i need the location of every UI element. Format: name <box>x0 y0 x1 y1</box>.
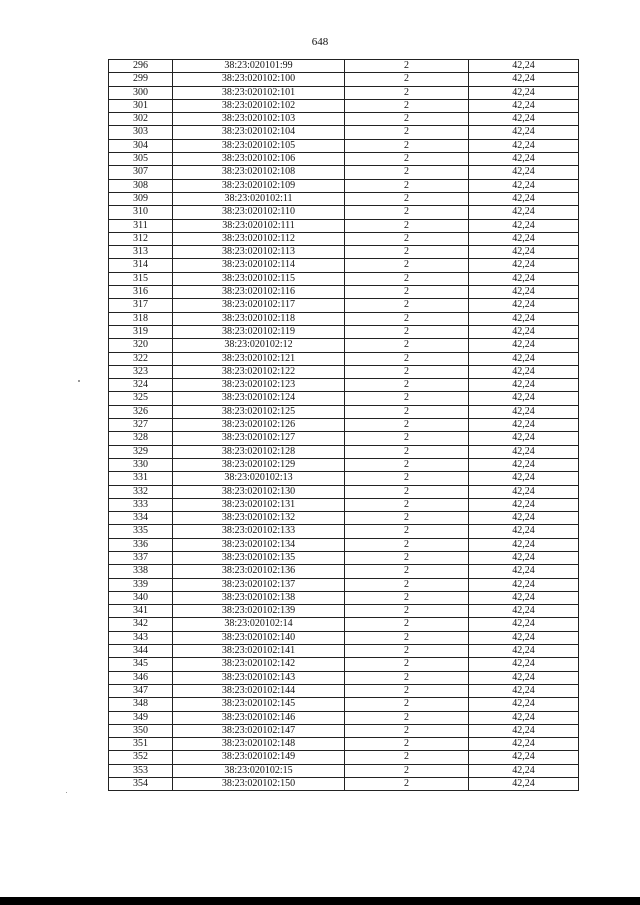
count-cell: 2 <box>345 405 469 418</box>
table-row <box>109 764 579 777</box>
area-cell: 42,24 <box>469 113 579 126</box>
count-cell: 2 <box>345 99 469 112</box>
count-cell: 2 <box>345 764 469 777</box>
table-row <box>109 538 579 551</box>
count-cell: 2 <box>345 339 469 352</box>
cadastral-number-cell: 38:23:020102:124 <box>173 392 345 405</box>
area-cell: 42,24 <box>469 778 579 791</box>
area-cell: 42,24 <box>469 339 579 352</box>
table-row <box>109 591 579 604</box>
cadastral-number-cell: 38:23:020102:102 <box>173 99 345 112</box>
table-row <box>109 365 579 378</box>
cadastral-number-cell: 38:23:020102:116 <box>173 286 345 299</box>
cadastral-number-cell: 38:23:020102:145 <box>173 698 345 711</box>
table-row <box>109 432 579 445</box>
row-number-cell: 348 <box>109 698 173 711</box>
cadastral-number-cell: 38:23:020102:105 <box>173 139 345 152</box>
count-cell: 2 <box>345 73 469 86</box>
cadastral-number-cell: 38:23:020102:112 <box>173 232 345 245</box>
area-cell: 42,24 <box>469 578 579 591</box>
table-row <box>109 711 579 724</box>
row-number-cell: 304 <box>109 139 173 152</box>
row-number-cell: 344 <box>109 645 173 658</box>
area-cell: 42,24 <box>469 352 579 365</box>
row-number-cell: 314 <box>109 259 173 272</box>
table-row <box>109 286 579 299</box>
area-cell: 42,24 <box>469 565 579 578</box>
cadastral-number-cell: 38:23:020102:108 <box>173 166 345 179</box>
table-row <box>109 472 579 485</box>
count-cell: 2 <box>345 166 469 179</box>
row-number-cell: 345 <box>109 658 173 671</box>
count-cell: 2 <box>345 472 469 485</box>
cadastral-number-cell: 38:23:020102:119 <box>173 325 345 338</box>
cadastral-number-cell: 38:23:020102:141 <box>173 645 345 658</box>
area-cell: 42,24 <box>469 99 579 112</box>
table-row <box>109 153 579 166</box>
row-number-cell: 300 <box>109 86 173 99</box>
area-cell: 42,24 <box>469 445 579 458</box>
count-cell: 2 <box>345 259 469 272</box>
table-row <box>109 551 579 564</box>
area-cell: 42,24 <box>469 60 579 73</box>
row-number-cell: 347 <box>109 684 173 697</box>
area-cell: 42,24 <box>469 512 579 525</box>
cadastral-number-cell: 38:23:020102:117 <box>173 299 345 312</box>
area-cell: 42,24 <box>469 485 579 498</box>
cadastral-number-cell: 38:23:020102:106 <box>173 153 345 166</box>
row-number-cell: 337 <box>109 551 173 564</box>
scan-speck <box>66 792 67 793</box>
row-number-cell: 302 <box>109 113 173 126</box>
area-cell: 42,24 <box>469 658 579 671</box>
row-number-cell: 313 <box>109 246 173 259</box>
area-cell: 42,24 <box>469 286 579 299</box>
table-row <box>109 565 579 578</box>
row-number-cell: 319 <box>109 325 173 338</box>
cadastral-number-cell: 38:23:020102:103 <box>173 113 345 126</box>
table-row <box>109 445 579 458</box>
count-cell: 2 <box>345 312 469 325</box>
table-row <box>109 724 579 737</box>
count-cell: 2 <box>345 525 469 538</box>
row-number-cell: 296 <box>109 60 173 73</box>
count-cell: 2 <box>345 711 469 724</box>
row-number-cell: 342 <box>109 618 173 631</box>
row-number-cell: 331 <box>109 472 173 485</box>
row-number-cell: 339 <box>109 578 173 591</box>
row-number-cell: 322 <box>109 352 173 365</box>
table-row <box>109 658 579 671</box>
count-cell: 2 <box>345 591 469 604</box>
cadastral-number-cell: 38:23:020102:113 <box>173 246 345 259</box>
table-row <box>109 738 579 751</box>
table-body <box>109 60 579 791</box>
table-row <box>109 631 579 644</box>
cadastral-number-cell: 38:23:020101:99 <box>173 60 345 73</box>
cadastral-number-cell: 38:23:020102:128 <box>173 445 345 458</box>
row-number-cell: 323 <box>109 365 173 378</box>
table-row <box>109 113 579 126</box>
count-cell: 2 <box>345 219 469 232</box>
area-cell: 42,24 <box>469 312 579 325</box>
count-cell: 2 <box>345 485 469 498</box>
cadastral-number-cell: 38:23:020102:15 <box>173 764 345 777</box>
table-row <box>109 525 579 538</box>
row-number-cell: 311 <box>109 219 173 232</box>
area-cell: 42,24 <box>469 525 579 538</box>
table-row <box>109 698 579 711</box>
cadastral-number-cell: 38:23:020102:129 <box>173 458 345 471</box>
cadastral-number-cell: 38:23:020102:150 <box>173 778 345 791</box>
count-cell: 2 <box>345 551 469 564</box>
table-row <box>109 419 579 432</box>
table-row <box>109 778 579 791</box>
table-row <box>109 578 579 591</box>
table-row <box>109 512 579 525</box>
count-cell: 2 <box>345 352 469 365</box>
table-row <box>109 645 579 658</box>
area-cell: 42,24 <box>469 738 579 751</box>
row-number-cell: 329 <box>109 445 173 458</box>
cadastral-number-cell: 38:23:020102:111 <box>173 219 345 232</box>
count-cell: 2 <box>345 379 469 392</box>
table-row <box>109 325 579 338</box>
table-row <box>109 99 579 112</box>
area-cell: 42,24 <box>469 325 579 338</box>
table-row <box>109 605 579 618</box>
table-row <box>109 498 579 511</box>
cadastral-number-cell: 38:23:020102:123 <box>173 379 345 392</box>
area-cell: 42,24 <box>469 86 579 99</box>
cadastral-number-cell: 38:23:020102:122 <box>173 365 345 378</box>
cadastral-number-cell: 38:23:020102:148 <box>173 738 345 751</box>
row-number-cell: 308 <box>109 179 173 192</box>
area-cell: 42,24 <box>469 192 579 205</box>
area-cell: 42,24 <box>469 126 579 139</box>
table-row <box>109 272 579 285</box>
row-number-cell: 320 <box>109 339 173 352</box>
count-cell: 2 <box>345 86 469 99</box>
count-cell: 2 <box>345 565 469 578</box>
cadastral-number-cell: 38:23:020102:121 <box>173 352 345 365</box>
count-cell: 2 <box>345 538 469 551</box>
table-row <box>109 126 579 139</box>
table-row <box>109 312 579 325</box>
cadastral-number-cell: 38:23:020102:110 <box>173 206 345 219</box>
area-cell: 42,24 <box>469 272 579 285</box>
area-cell: 42,24 <box>469 645 579 658</box>
row-number-cell: 315 <box>109 272 173 285</box>
table-row <box>109 618 579 631</box>
scan-speck <box>78 380 80 382</box>
cadastral-number-cell: 38:23:020102:118 <box>173 312 345 325</box>
table-row <box>109 339 579 352</box>
area-cell: 42,24 <box>469 724 579 737</box>
area-cell: 42,24 <box>469 392 579 405</box>
area-cell: 42,24 <box>469 166 579 179</box>
count-cell: 2 <box>345 645 469 658</box>
area-cell: 42,24 <box>469 179 579 192</box>
count-cell: 2 <box>345 658 469 671</box>
area-cell: 42,24 <box>469 405 579 418</box>
area-cell: 42,24 <box>469 631 579 644</box>
area-cell: 42,24 <box>469 458 579 471</box>
cadastral-number-cell: 38:23:020102:132 <box>173 512 345 525</box>
cadastral-number-cell: 38:23:020102:133 <box>173 525 345 538</box>
cadastral-number-cell: 38:23:020102:147 <box>173 724 345 737</box>
table-row <box>109 179 579 192</box>
cadastral-number-cell: 38:23:020102:144 <box>173 684 345 697</box>
area-cell: 42,24 <box>469 153 579 166</box>
count-cell: 2 <box>345 113 469 126</box>
row-number-cell: 312 <box>109 232 173 245</box>
table-row <box>109 405 579 418</box>
cadastral-number-cell: 38:23:020102:126 <box>173 419 345 432</box>
area-cell: 42,24 <box>469 206 579 219</box>
table-row <box>109 671 579 684</box>
row-number-cell: 353 <box>109 764 173 777</box>
row-number-cell: 336 <box>109 538 173 551</box>
cadastral-number-cell: 38:23:020102:131 <box>173 498 345 511</box>
count-cell: 2 <box>345 751 469 764</box>
count-cell: 2 <box>345 246 469 259</box>
count-cell: 2 <box>345 60 469 73</box>
table-row <box>109 86 579 99</box>
row-number-cell: 328 <box>109 432 173 445</box>
cadastral-number-cell: 38:23:020102:139 <box>173 605 345 618</box>
area-cell: 42,24 <box>469 379 579 392</box>
cadastral-number-cell: 38:23:020102:14 <box>173 618 345 631</box>
table-row <box>109 166 579 179</box>
row-number-cell: 327 <box>109 419 173 432</box>
area-cell: 42,24 <box>469 432 579 445</box>
table-row <box>109 246 579 259</box>
table-row <box>109 73 579 86</box>
count-cell: 2 <box>345 392 469 405</box>
area-cell: 42,24 <box>469 684 579 697</box>
area-cell: 42,24 <box>469 419 579 432</box>
row-number-cell: 318 <box>109 312 173 325</box>
row-number-cell: 310 <box>109 206 173 219</box>
cadastral-number-cell: 38:23:020102:140 <box>173 631 345 644</box>
count-cell: 2 <box>345 299 469 312</box>
area-cell: 42,24 <box>469 711 579 724</box>
count-cell: 2 <box>345 139 469 152</box>
count-cell: 2 <box>345 738 469 751</box>
count-cell: 2 <box>345 192 469 205</box>
area-cell: 42,24 <box>469 498 579 511</box>
area-cell: 42,24 <box>469 538 579 551</box>
count-cell: 2 <box>345 578 469 591</box>
cadastral-number-cell: 38:23:020102:104 <box>173 126 345 139</box>
area-cell: 42,24 <box>469 365 579 378</box>
table-row <box>109 219 579 232</box>
cadastral-number-cell: 38:23:020102:134 <box>173 538 345 551</box>
row-number-cell: 307 <box>109 166 173 179</box>
area-cell: 42,24 <box>469 698 579 711</box>
count-cell: 2 <box>345 684 469 697</box>
count-cell: 2 <box>345 498 469 511</box>
cadastral-number-cell: 38:23:020102:13 <box>173 472 345 485</box>
table-row <box>109 458 579 471</box>
count-cell: 2 <box>345 419 469 432</box>
area-cell: 42,24 <box>469 73 579 86</box>
table-row <box>109 192 579 205</box>
area-cell: 42,24 <box>469 551 579 564</box>
cadastral-number-cell: 38:23:020102:11 <box>173 192 345 205</box>
area-cell: 42,24 <box>469 751 579 764</box>
area-cell: 42,24 <box>469 299 579 312</box>
cadastral-number-cell: 38:23:020102:115 <box>173 272 345 285</box>
table-row <box>109 684 579 697</box>
cadastral-number-cell: 38:23:020102:138 <box>173 591 345 604</box>
count-cell: 2 <box>345 126 469 139</box>
area-cell: 42,24 <box>469 259 579 272</box>
count-cell: 2 <box>345 232 469 245</box>
area-cell: 42,24 <box>469 246 579 259</box>
row-number-cell: 324 <box>109 379 173 392</box>
area-cell: 42,24 <box>469 671 579 684</box>
cadastral-number-cell: 38:23:020102:114 <box>173 259 345 272</box>
count-cell: 2 <box>345 179 469 192</box>
count-cell: 2 <box>345 458 469 471</box>
cadastral-number-cell: 38:23:020102:127 <box>173 432 345 445</box>
cadastral-number-cell: 38:23:020102:12 <box>173 339 345 352</box>
count-cell: 2 <box>345 724 469 737</box>
cadastral-number-cell: 38:23:020102:109 <box>173 179 345 192</box>
row-number-cell: 338 <box>109 565 173 578</box>
scan-bottom-edge <box>0 897 640 905</box>
table-row <box>109 206 579 219</box>
row-number-cell: 334 <box>109 512 173 525</box>
row-number-cell: 325 <box>109 392 173 405</box>
row-number-cell: 301 <box>109 99 173 112</box>
cadastral-number-cell: 38:23:020102:146 <box>173 711 345 724</box>
row-number-cell: 303 <box>109 126 173 139</box>
count-cell: 2 <box>345 698 469 711</box>
count-cell: 2 <box>345 605 469 618</box>
parcel-table <box>108 59 579 791</box>
count-cell: 2 <box>345 365 469 378</box>
row-number-cell: 349 <box>109 711 173 724</box>
row-number-cell: 326 <box>109 405 173 418</box>
count-cell: 2 <box>345 272 469 285</box>
row-number-cell: 330 <box>109 458 173 471</box>
row-number-cell: 346 <box>109 671 173 684</box>
count-cell: 2 <box>345 432 469 445</box>
area-cell: 42,24 <box>469 618 579 631</box>
count-cell: 2 <box>345 286 469 299</box>
row-number-cell: 316 <box>109 286 173 299</box>
cadastral-number-cell: 38:23:020102:137 <box>173 578 345 591</box>
cadastral-number-cell: 38:23:020102:130 <box>173 485 345 498</box>
cadastral-number-cell: 38:23:020102:143 <box>173 671 345 684</box>
area-cell: 42,24 <box>469 232 579 245</box>
row-number-cell: 343 <box>109 631 173 644</box>
page-number: 648 <box>311 36 329 48</box>
cadastral-number-cell: 38:23:020102:135 <box>173 551 345 564</box>
area-cell: 42,24 <box>469 472 579 485</box>
cadastral-number-cell: 38:23:020102:125 <box>173 405 345 418</box>
cadastral-number-cell: 38:23:020102:101 <box>173 86 345 99</box>
row-number-cell: 351 <box>109 738 173 751</box>
area-cell: 42,24 <box>469 591 579 604</box>
cadastral-number-cell: 38:23:020102:142 <box>173 658 345 671</box>
count-cell: 2 <box>345 325 469 338</box>
count-cell: 2 <box>345 671 469 684</box>
table-row <box>109 352 579 365</box>
table-row <box>109 751 579 764</box>
count-cell: 2 <box>345 206 469 219</box>
table-row <box>109 232 579 245</box>
row-number-cell: 333 <box>109 498 173 511</box>
count-cell: 2 <box>345 631 469 644</box>
row-number-cell: 332 <box>109 485 173 498</box>
row-number-cell: 335 <box>109 525 173 538</box>
row-number-cell: 340 <box>109 591 173 604</box>
row-number-cell: 352 <box>109 751 173 764</box>
table-row <box>109 392 579 405</box>
cadastral-number-cell: 38:23:020102:136 <box>173 565 345 578</box>
row-number-cell: 354 <box>109 778 173 791</box>
table-row <box>109 259 579 272</box>
row-number-cell: 341 <box>109 605 173 618</box>
table-row <box>109 60 579 73</box>
row-number-cell: 317 <box>109 299 173 312</box>
area-cell: 42,24 <box>469 764 579 777</box>
row-number-cell: 309 <box>109 192 173 205</box>
area-cell: 42,24 <box>469 605 579 618</box>
table-row <box>109 139 579 152</box>
count-cell: 2 <box>345 153 469 166</box>
row-number-cell: 350 <box>109 724 173 737</box>
count-cell: 2 <box>345 778 469 791</box>
table-row <box>109 485 579 498</box>
count-cell: 2 <box>345 512 469 525</box>
row-number-cell: 299 <box>109 73 173 86</box>
cadastral-number-cell: 38:23:020102:100 <box>173 73 345 86</box>
table-row <box>109 379 579 392</box>
count-cell: 2 <box>345 445 469 458</box>
area-cell: 42,24 <box>469 219 579 232</box>
row-number-cell: 305 <box>109 153 173 166</box>
table-row <box>109 299 579 312</box>
count-cell: 2 <box>345 618 469 631</box>
cadastral-number-cell: 38:23:020102:149 <box>173 751 345 764</box>
area-cell: 42,24 <box>469 139 579 152</box>
